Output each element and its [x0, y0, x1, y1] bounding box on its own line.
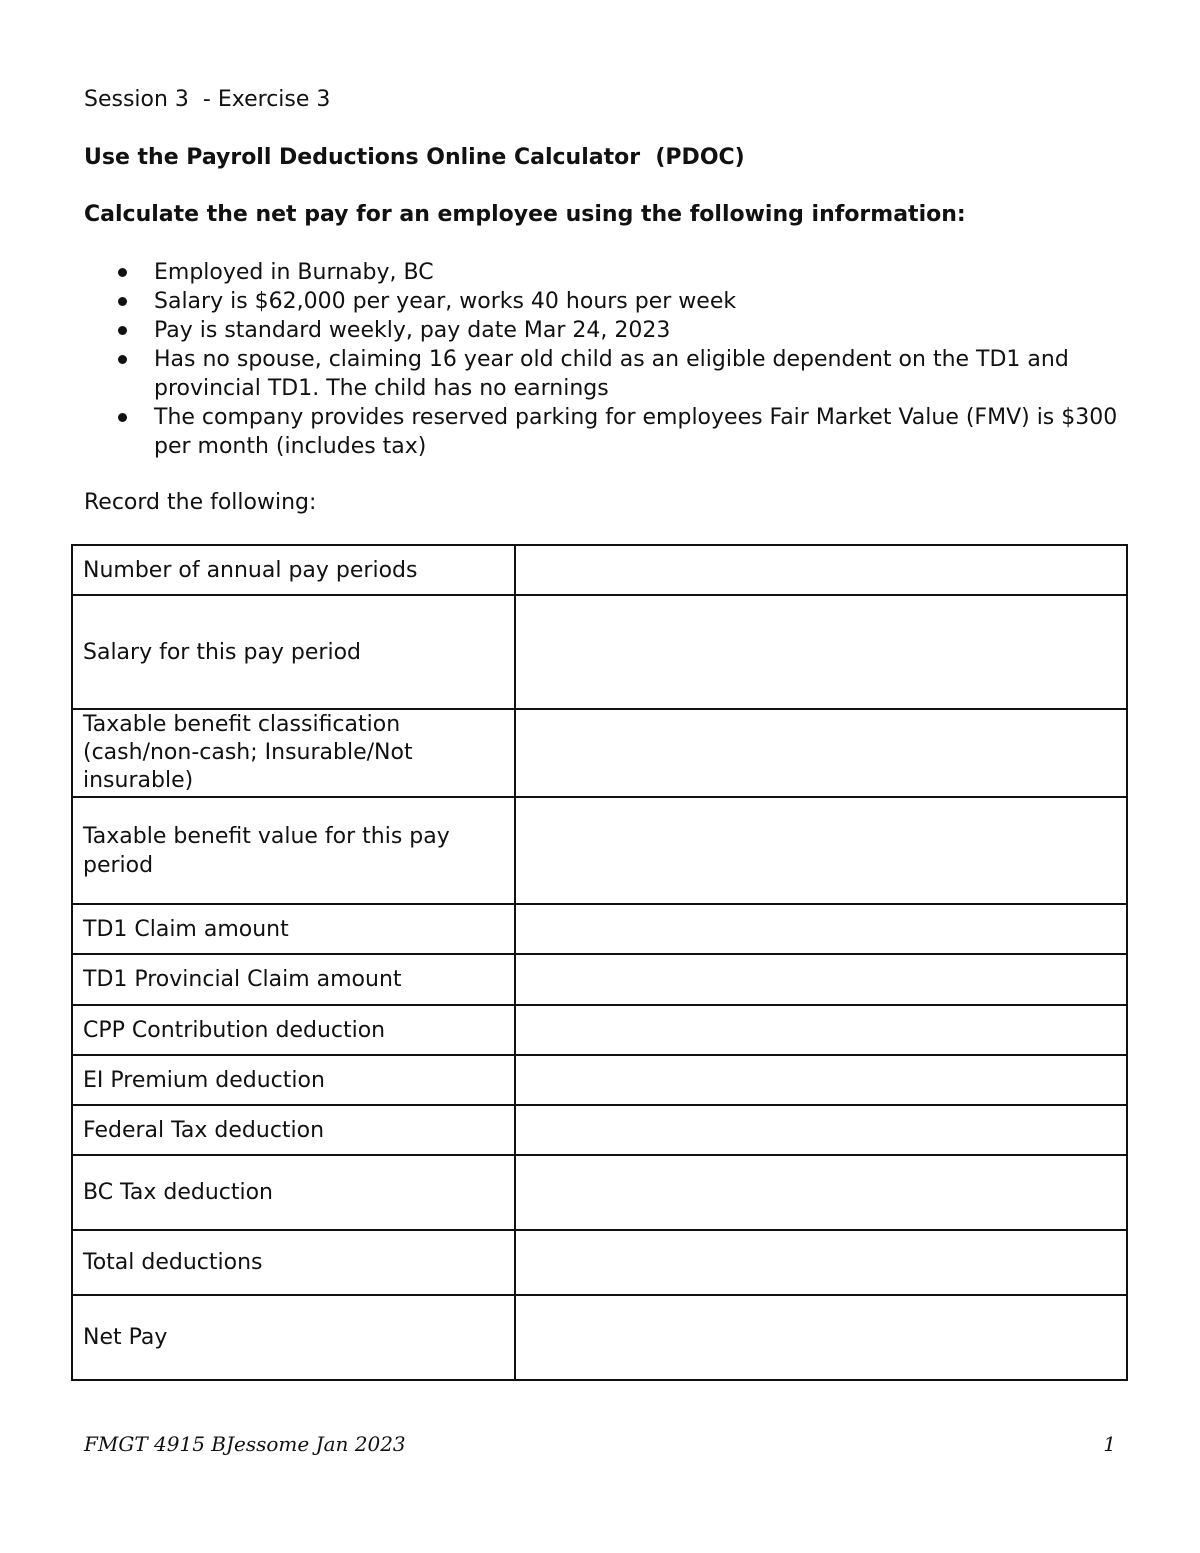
table-row [72, 545, 1127, 595]
instruction-text: Calculate the net pay for an employee using the following information: [84, 202, 966, 227]
row-label: Taxable benefit value for this pay period [72, 797, 515, 904]
list-item [84, 287, 1144, 316]
list-item [84, 345, 1144, 403]
table-row [72, 595, 1127, 709]
record-instruction: Record the following: [84, 490, 317, 515]
bullet-icon [118, 297, 127, 306]
page-number: 1 [1103, 1432, 1116, 1456]
row-label: Total deductions [72, 1230, 515, 1295]
row-label: EI Premium deduction [72, 1055, 515, 1105]
table-row [72, 1155, 1127, 1230]
list-item [84, 258, 1144, 287]
table-row [72, 904, 1127, 954]
row-label: Number of annual pay periods [72, 545, 515, 595]
row-label: Federal Tax deduction [72, 1105, 515, 1155]
answer-cell[interactable] [515, 595, 1127, 709]
table-row [72, 1055, 1127, 1105]
answer-cell[interactable] [515, 1055, 1127, 1105]
row-label: Taxable benefit classification (cash/non-cash; Insurable/Not insurable) [72, 709, 515, 797]
list-item-text: Employed in Burnaby, BC [154, 260, 434, 285]
employee-info-list [84, 258, 1144, 461]
row-label: TD1 Provincial Claim amount [72, 954, 515, 1005]
table-row [72, 1230, 1127, 1295]
answer-cell[interactable] [515, 1155, 1127, 1230]
bullet-icon [118, 326, 127, 335]
list-item [84, 403, 1144, 461]
row-label: TD1 Claim amount [72, 904, 515, 954]
row-label: CPP Contribution deduction [72, 1005, 515, 1055]
list-item-text: Pay is standard weekly, pay date Mar 24, 2023 [154, 318, 671, 343]
answer-cell[interactable] [515, 797, 1127, 904]
table-row [72, 1005, 1127, 1055]
record-table [71, 544, 1128, 1381]
answer-cell[interactable] [515, 1105, 1127, 1155]
bullet-icon [118, 355, 127, 364]
answer-cell[interactable] [515, 1230, 1127, 1295]
table-row [72, 797, 1127, 904]
exercise-heading: Session 3 - Exercise 3 [84, 87, 331, 112]
list-item-text: Has no spouse, claiming 16 year old child as an eligible dependent on the TD1 and provincial TD1. The child has no earnings [154, 347, 1069, 401]
bullet-icon [118, 268, 127, 277]
answer-cell[interactable] [515, 1005, 1127, 1055]
row-label: BC Tax deduction [72, 1155, 515, 1230]
row-label: Net Pay [72, 1295, 515, 1380]
bullet-icon [118, 413, 127, 422]
table-row [72, 1295, 1127, 1380]
row-label: Salary for this pay period [72, 595, 515, 709]
table-row [72, 954, 1127, 1005]
list-item [84, 316, 1144, 345]
answer-cell[interactable] [515, 1295, 1127, 1380]
answer-cell[interactable] [515, 904, 1127, 954]
table-row [72, 709, 1127, 797]
list-item-text: Salary is $62,000 per year, works 40 hours per week [154, 289, 737, 314]
footer-course-info: FMGT 4915 BJessome Jan 2023 [84, 1432, 406, 1456]
answer-cell[interactable] [515, 709, 1127, 797]
document-title: Use the Payroll Deductions Online Calculator (PDOC) [84, 145, 745, 170]
answer-cell[interactable] [515, 954, 1127, 1005]
table-row [72, 1105, 1127, 1155]
list-item-text: The company provides reserved parking for employees Fair Market Value (FMV) is $300 per month (includes tax) [154, 405, 1118, 459]
answer-cell[interactable] [515, 545, 1127, 595]
